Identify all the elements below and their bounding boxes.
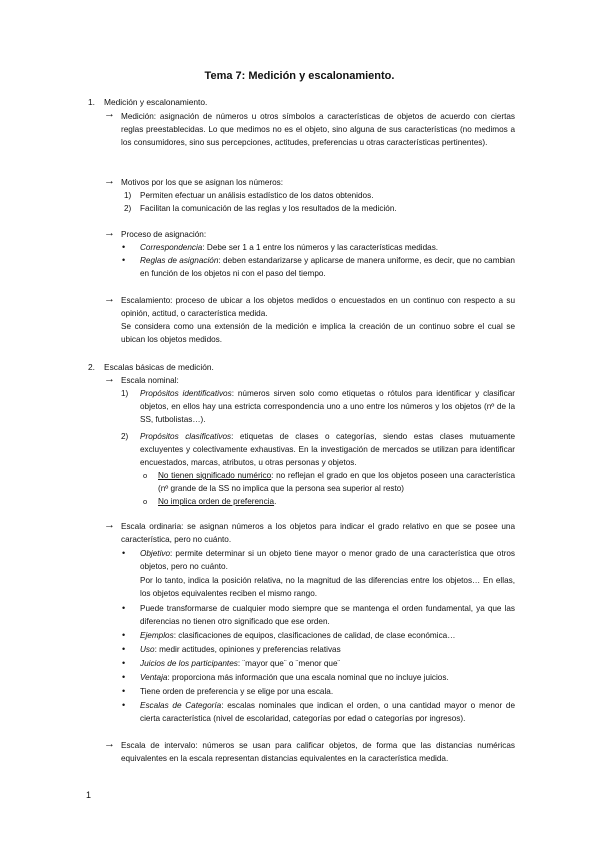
list-number: 2) bbox=[121, 432, 129, 441]
bullet-icon: • bbox=[122, 672, 126, 682]
list-item: Propósitos clasificativos: etiquetas de clases o categorías, siendo estas clases mutuamente excluyentes y colectivamente exhaustivas. En la investigación de mercados se utilizan para identificar encuestados, marcas, atributos, u otras personas y objetos. bbox=[140, 432, 516, 467]
list-item: Puede transformarse de cualquier modo siempre que se mantenga el orden fundamental, ya que las diferencias no tienen otro significado que ese orden. bbox=[140, 604, 515, 626]
arrow-icon: → bbox=[104, 738, 115, 750]
bullet-icon: • bbox=[122, 603, 126, 613]
list-item: Objetivo: permite determinar si un objeto tiene mayor o menor grado de una característica que otros objetos, pero no cuánto. bbox=[140, 549, 515, 571]
list-number: 2) bbox=[124, 204, 132, 213]
list-item: Propósitos identificativos: números sirven solo como etiquetas o rótulos para identificar y clasificar objetos, en ellos hay una estricta correspondencia uno a uno entre los números y los objetos (nº de la SS, futbolistas…). bbox=[140, 389, 515, 424]
list-item: Ejemplos: clasificaciones de equipos, clasificaciones de calidad, de clase económica… bbox=[140, 631, 456, 640]
list-item: Ventaja: proporciona más información que una escala nominal que no incluye juicios. bbox=[140, 673, 449, 682]
list-item: Escalas de Categoría: escalas nominales que indican el orden, o una cantidad mayor o menor de cierta característica (nivel de escolaridad, categorías por edad o categorías por ingresos). bbox=[140, 701, 516, 723]
list-item-continued: Por lo tanto, indica la posición relativa, no la magnitud de las diferencias entre los objetos… En ellas, los objetos equivalentes reciben el mismo rango. bbox=[140, 576, 515, 598]
list-item: Permiten efectuar un análisis estadístico de los datos obtenidos. bbox=[140, 191, 374, 200]
list-item: Reglas de asignación: deben estandarizarse y aplicarse de manera uniforme, es decir, que no cambian en función de los objetos ni con el paso del tiempo. bbox=[140, 256, 515, 278]
list-item: Facilitan la comunicación de las reglas y los resultados de la medición. bbox=[140, 204, 397, 213]
bullet-icon: • bbox=[122, 548, 126, 558]
arrow-icon: → bbox=[104, 108, 115, 120]
proceso-heading: Proceso de asignación: bbox=[121, 230, 207, 239]
bullet-icon: • bbox=[122, 630, 126, 640]
escalamiento-paragraph: Escalamiento: proceso de ubicar a los objetos medidos o encuestados en un continuo con respecto a su opinión, actitud, o característica medida. bbox=[121, 296, 515, 318]
bullet-icon: • bbox=[122, 255, 126, 265]
section-2-heading: Escalas básicas de medición. bbox=[104, 362, 214, 372]
ordinaria-intro: Escala ordinaria: se asignan números a los objetos para indicar el grado relativo en que se posee una característica, pero no cuánto. bbox=[121, 522, 515, 544]
page-number: 1 bbox=[86, 790, 92, 800]
section-2-number: 2. bbox=[88, 362, 95, 372]
list-number: 1) bbox=[124, 191, 132, 200]
circle-bullet-icon: o bbox=[143, 471, 148, 480]
list-item: No tienen significado numérico: no reflejan el grado en que los objetos poseen una característica (nº grande de la SS no implica que la persona sea superior al resto) bbox=[158, 471, 515, 493]
list-item: Uso: medir actitudes, opiniones y preferencias relativas bbox=[140, 645, 341, 654]
arrow-icon: → bbox=[104, 175, 115, 187]
escalamiento-paragraph-2: Se considera como una extensión de la medición e implica la creación de un continuo sobre el cual se ubican los objetos medidos. bbox=[121, 322, 515, 344]
list-item: No implica orden de preferencia. bbox=[158, 497, 277, 506]
medicion-paragraph: Medición: asignación de números u otros símbolos a características de objetos de acuerdo con ciertas reglas preestablecidas. Lo que medimos no es el objeto, sino alguna de sus características (no medimos a los consumidores, sino sus percepciones, actitudes, preferencias u otras características pertinentes). bbox=[121, 112, 515, 147]
arrow-icon: → bbox=[104, 293, 115, 305]
list-item: Juicios de los participantes: ¨mayor que¨ o ¨menor que¨ bbox=[140, 659, 341, 668]
bullet-icon: • bbox=[122, 700, 126, 710]
list-number: 1) bbox=[121, 389, 129, 398]
list-item: Tiene orden de preferencia y se elige por una escala. bbox=[140, 687, 334, 696]
circle-bullet-icon: o bbox=[143, 497, 148, 506]
motivos-heading: Motivos por los que se asignan los números: bbox=[121, 178, 284, 187]
arrow-icon: → bbox=[104, 519, 115, 531]
bullet-icon: • bbox=[122, 242, 126, 252]
nominal-heading: Escala nominal: bbox=[121, 376, 179, 385]
bullet-icon: • bbox=[122, 658, 126, 668]
intervalo-paragraph: Escala de intervalo: números se usan para calificar objetos, de forma que las distancias numéricas equivalentes en la escala representan distancias equivalentes en la característica medida. bbox=[121, 741, 515, 763]
bullet-icon: • bbox=[122, 686, 126, 696]
section-1-heading: Medición y escalonamiento. bbox=[104, 97, 208, 107]
list-item: Correspondencia: Debe ser 1 a 1 entre los números y las características medidas. bbox=[140, 243, 439, 252]
arrow-icon: → bbox=[104, 227, 115, 239]
section-1-number: 1. bbox=[88, 97, 95, 107]
page-title: Tema 7: Medición y escalonamiento. bbox=[204, 70, 395, 82]
arrow-icon: → bbox=[104, 373, 115, 385]
bullet-icon: • bbox=[122, 644, 126, 654]
